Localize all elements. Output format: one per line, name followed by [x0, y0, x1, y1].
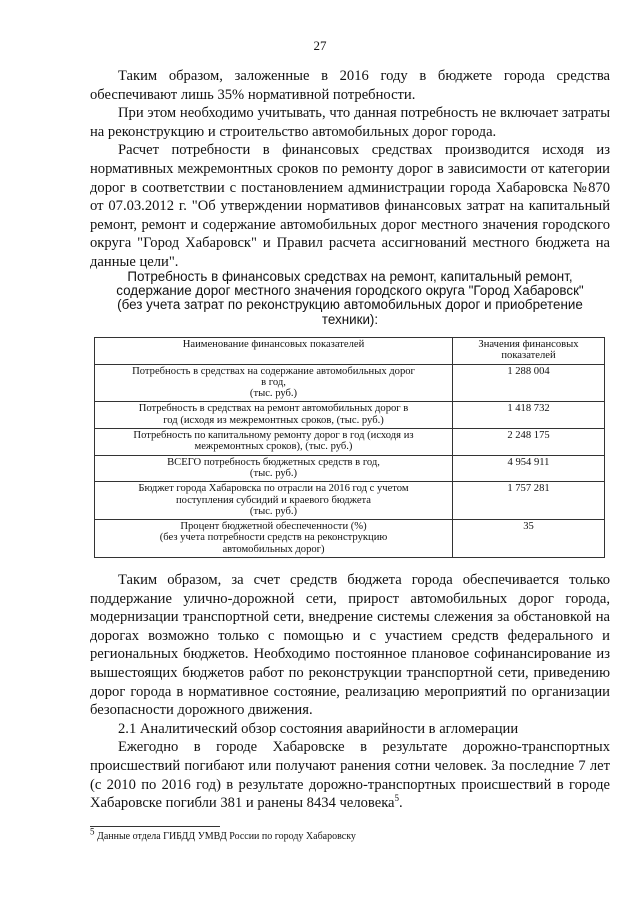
body-text — [90, 571, 610, 813]
column-header-value: Значения финансовых показателей — [453, 338, 605, 365]
row-name-line: в год, — [261, 376, 286, 388]
table-title-line: техники): — [321, 311, 379, 327]
row-name-line: (тыс. руб.) — [249, 388, 298, 400]
row-value: 1 418 732 — [453, 402, 605, 429]
intro-text — [90, 67, 610, 272]
financial-table — [94, 337, 605, 558]
table-row — [95, 482, 605, 520]
table-row — [95, 455, 605, 482]
table-title-line: (без учета затрат по реконструкцию автомобильных дорог и приобретение — [117, 297, 583, 313]
row-name — [95, 429, 453, 456]
row-name-line: (тыс. руб.) — [249, 467, 298, 479]
column-header-name: Наименование финансовых показателей — [95, 338, 453, 365]
paragraph: Таким образом, заложенные в 2016 году в бюджете города средства обеспечивают лишь 35% нормативной потребности. — [90, 68, 610, 103]
row-name-line: Потребность по капитальному ремонту дорог в год (исходя из — [133, 430, 414, 442]
table-row — [95, 402, 605, 429]
row-value: 2 248 175 — [453, 429, 605, 456]
row-name-line: Потребность в средствах на содержание автомобильных дорог — [132, 365, 415, 377]
row-name-line: Процент бюджетной обеспеченности (%) — [180, 521, 367, 533]
paragraph: Ежегодно в городе Хабаровске в результате дорожно-транспортных происшествий погибают или получают ранения сотни человек. За последние 7 лет (с 2010 по 2016 год) в результате дорожно-транспортных происшествий в городе Хабаровске погибли 381 и ранены 8434 человека$^5$. — [90, 739, 610, 812]
table-row — [95, 429, 605, 456]
row-value: 4 954 911 — [453, 455, 605, 482]
footnote-marker: 5 — [394, 793, 400, 804]
table-title — [90, 270, 610, 327]
table-row — [95, 520, 605, 558]
row-value: 35 — [453, 520, 605, 558]
row-name — [95, 364, 453, 402]
footnote-text: Данные отдела ГИБДД УМВД России по городу Хабаровску — [97, 831, 356, 842]
section-heading: 2.1 Аналитический обзор состояния аварийности в агломерации — [118, 720, 519, 737]
table-header-row — [95, 338, 605, 365]
page-number: 27 — [313, 38, 327, 53]
footnote-number: 5 — [90, 826, 95, 837]
row-name — [95, 455, 453, 482]
table-title-line: содержание дорог местного значения городского округа "Город Хабаровск" — [116, 283, 584, 299]
row-name-line: поступления субсидий и краевого бюджета — [175, 494, 371, 506]
row-name-line: (без учета потребности средств на реконструкцию — [159, 532, 388, 544]
row-name-line: (тыс. руб.) — [249, 505, 298, 517]
paragraph: Таким образом, за счет средств бюджета города обеспечивается только поддержание улично-дорожной сети, прирост автомобильных дорог города, модернизации транспортной сети, внедрение системы слежения за обстановкой на дорогах возможно только с помощью и с участием средств федерального и региональных бюджетов. Необходимо постоянное плановое софинансирование из вышестоящих бюджетов работ по реконструкции транспортной сети, приведению дорог города в нормативное состояние, реализацию мероприятий по организации безопасности дорожного движения. — [90, 572, 610, 719]
row-name-line: ВСЕГО потребность бюджетных средств в год, — [167, 456, 380, 468]
table-row — [95, 364, 605, 402]
row-name-line: межремонтных сроков), (тыс. руб.) — [194, 441, 353, 453]
row-value: 1 757 281 — [453, 482, 605, 520]
row-name — [95, 520, 453, 558]
row-name-line: Потребность в средствах на ремонт автомобильных дорог в — [138, 403, 409, 415]
paragraph-text: Ежегодно в городе Хабаровске в результате дорожно-транспортных происшествий погибают или получают ранения сотни человек. За последние 7 лет (с 2010 по 2016 год) в результате дорожно-транспортных происшествий в городе Хабаровске погибли 381 и ранены 8434 человека — [90, 739, 610, 812]
paragraph: Расчет потребности в финансовых средствах производится исходя из нормативных межремонтных сроков по ремонту дорог в зависимости от категории дорог в соответствии с постановлением администрации города Хабаровска №870 от 07.03.2012 г. "Об утверждении нормативов финансовых затрат на капитальный ремонт, ремонт и содержание автомобильных дорог местного значения городского округа "Город Хабаровск" и Правил расчета ассигнований местного бюджета на данные цели". — [90, 142, 610, 270]
footnote-divider — [90, 826, 220, 827]
table-title-line: Потребность в финансовых средствах на ремонт, капитальный ремонт, — [127, 269, 573, 284]
row-name-line: автомобильных дорог) — [222, 543, 325, 555]
row-name-line: год (исходя из межремонтных сроков, (тыс. руб.) — [163, 414, 384, 426]
paragraph: При этом необходимо учитывать, что данная потребность не включает затраты на реконструкцию и строительство автомобильных дорог города. — [90, 105, 610, 140]
row-name-line: Бюджет города Хабаровска по отрасли на 2016 год с учетом — [138, 483, 409, 495]
row-name — [95, 482, 453, 520]
footnote — [90, 826, 356, 843]
row-name — [95, 402, 453, 429]
row-value: 1 288 004 — [453, 364, 605, 402]
